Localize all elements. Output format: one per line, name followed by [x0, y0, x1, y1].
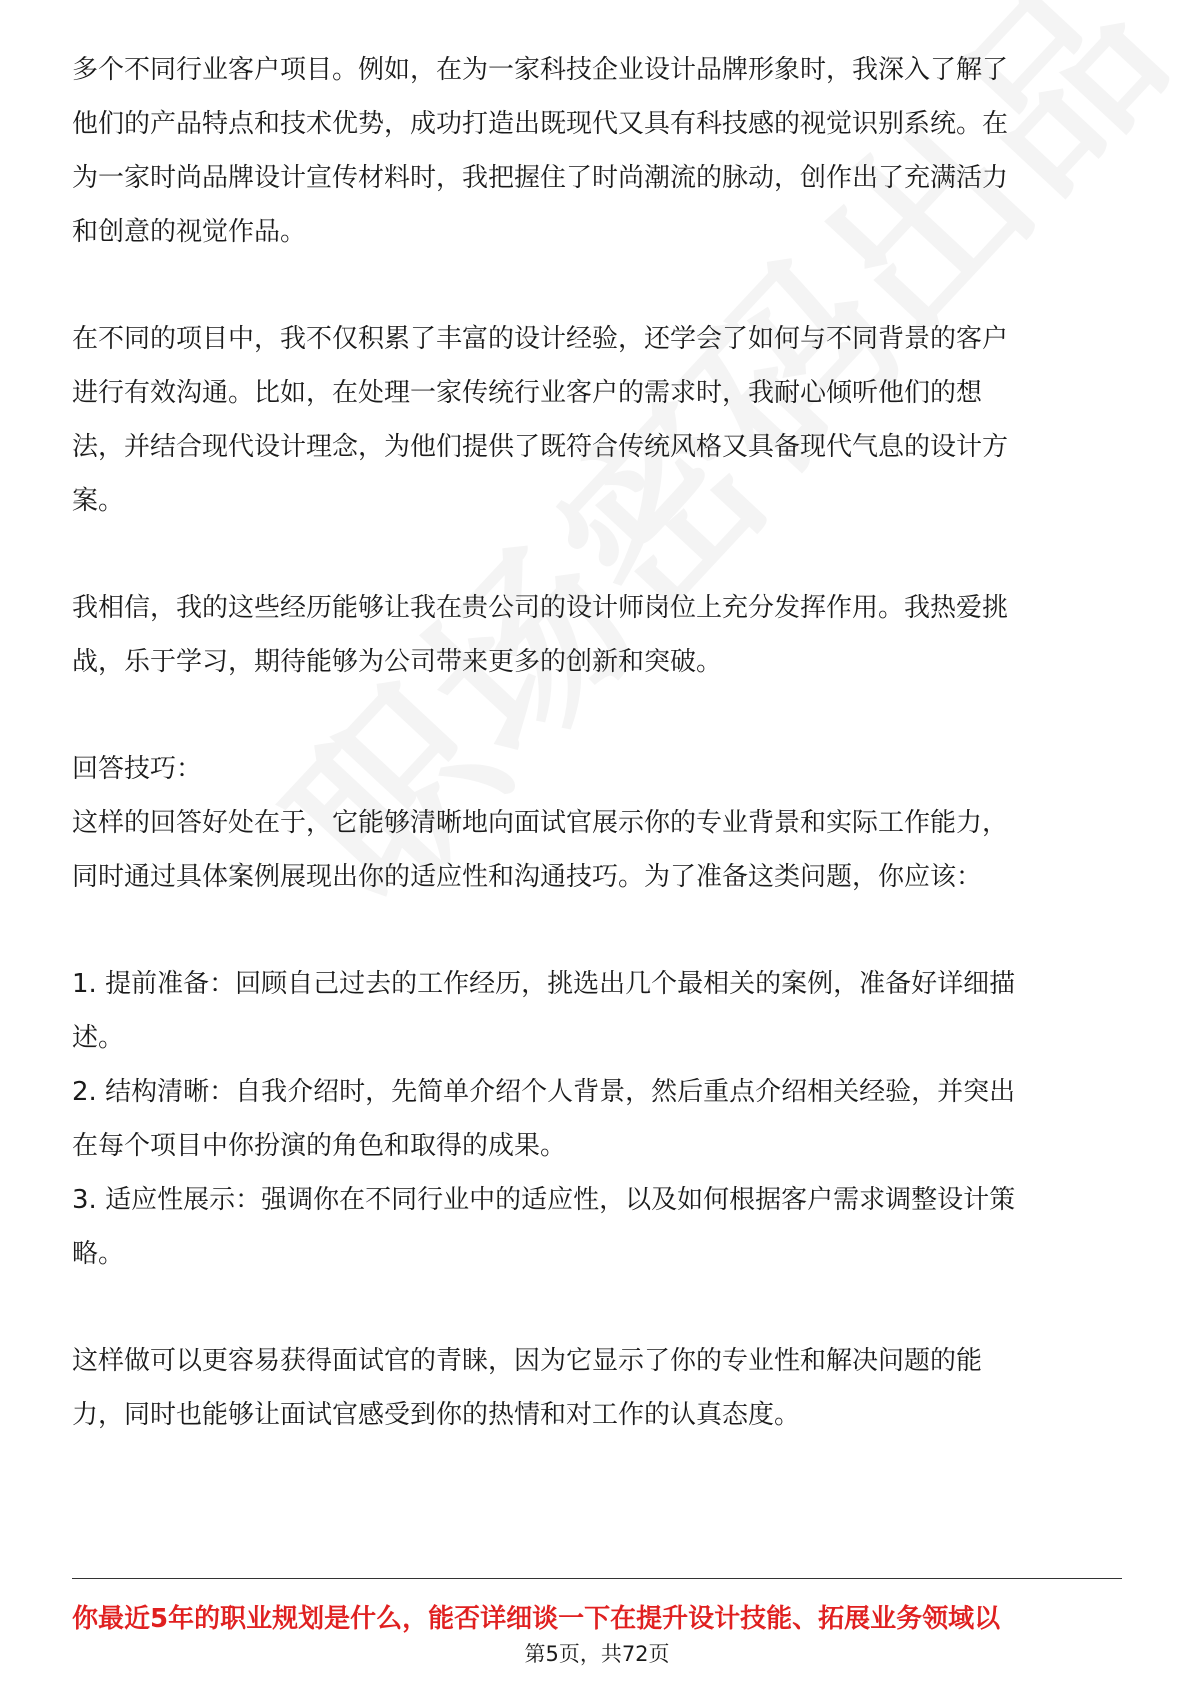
paragraph-line: 在不同的项目中，我不仅积累了丰富的设计经验，还学会了如何与不同背景的客户 — [72, 324, 1009, 354]
divider — [72, 1578, 1122, 1579]
paragraph-line: 为一家时尚品牌设计宣传材料时，我把握住了时尚潮流的脉动，创作出了充满活力 — [72, 163, 1009, 193]
tips-list-item: 略。 — [72, 1239, 125, 1269]
tips-list-item: 3. 适应性展示：强调你在不同行业中的适应性，以及如何根据客户需求调整设计策 — [72, 1185, 1016, 1215]
paragraph-line: 他们的产品特点和技术优势，成功打造出既现代又具有科技感的视觉识别系统。在 — [72, 109, 1009, 139]
tips-intro-line: 同时通过具体案例展现出你的适应性和沟通技巧。为了准备这类问题，你应该： — [72, 862, 983, 892]
paragraph-line: 我相信，我的这些经历能够让我在贵公司的设计师岗位上充分发挥作用。我热爱挑 — [72, 593, 1009, 623]
paragraph-line: 案。 — [72, 486, 125, 516]
paragraph-line: 多个不同行业客户项目。例如，在为一家科技企业设计品牌形象时，我深入了解了 — [72, 55, 1009, 85]
tips-list-item: 2. 结构清晰：自我介绍时，先简单介绍个人背景，然后重点介绍相关经验，并突出 — [72, 1077, 1016, 1107]
page-number: 第5页，共72页 — [524, 1642, 670, 1666]
tips-list-item: 1. 提前准备：回顾自己过去的工作经历，挑选出几个最相关的案例，准备好详细描 — [72, 969, 1016, 999]
paragraph-line: 战，乐于学习，期待能够为公司带来更多的创新和突破。 — [72, 647, 723, 677]
tips-heading: 回答技巧： — [72, 754, 203, 784]
tips-list-item: 述。 — [72, 1023, 125, 1053]
next-question: 你最近5年的职业规划是什么，能否详细谈一下在提升设计技能、拓展业务领域以 — [72, 1604, 1001, 1634]
document-page — [72, 0, 1122, 1684]
conclusion-line: 力，同时也能够让面试官感受到你的热情和对工作的认真态度。 — [72, 1400, 801, 1430]
paragraph-line: 法，并结合现代设计理念，为他们提供了既符合传统风格又具备现代气息的设计方 — [72, 432, 1009, 462]
conclusion-line: 这样做可以更容易获得面试官的青睐，因为它显示了你的专业性和解决问题的能 — [72, 1346, 983, 1376]
paragraph-line: 进行有效沟通。比如，在处理一家传统行业客户的需求时，我耐心倾听他们的想 — [72, 378, 983, 408]
tips-intro-line: 这样的回答好处在于，它能够清晰地向面试官展示你的专业背景和实际工作能力， — [72, 808, 1009, 838]
tips-list-item: 在每个项目中你扮演的角色和取得的成果。 — [72, 1131, 567, 1161]
watermark — [222, 0, 1190, 946]
paragraph-line: 和创意的视觉作品。 — [72, 217, 307, 247]
